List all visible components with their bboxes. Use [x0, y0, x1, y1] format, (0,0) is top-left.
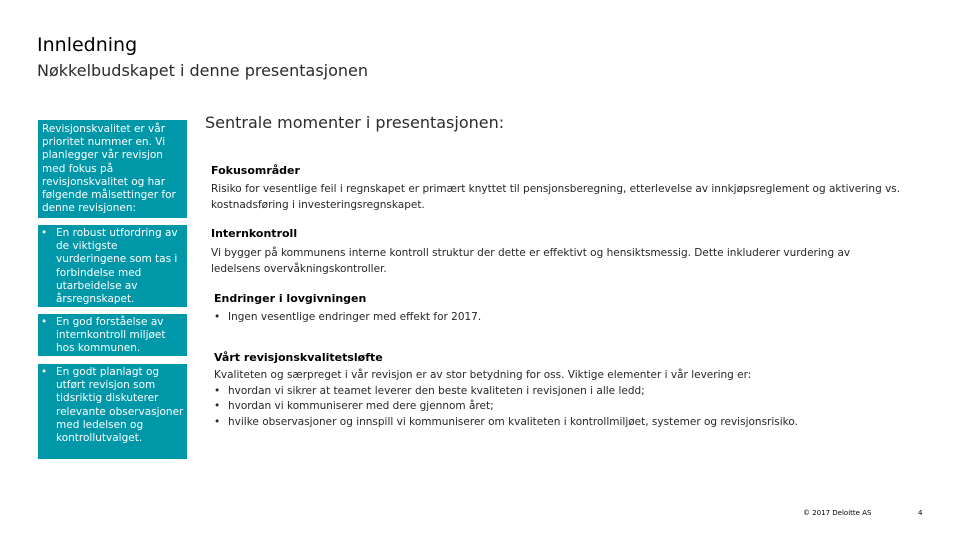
sidebar-goal-text: En robust utfordring av de viktigste vurderingene som tas i forbindelse med utarbeidelse av årsregnskapet. — [56, 227, 178, 306]
section-title-internal-control: Internkontroll — [211, 227, 298, 240]
section-text-focus: Risiko for vesentlige feil i regnskapet er primært knyttet til pensjonsberegning, etterlevelse av innkjøpsreglement og aktivering vs. kostnadsføring i investeringsregnskapet. — [211, 183, 901, 211]
sidebar-goal-box — [38, 314, 187, 356]
sidebar-goal-box — [38, 364, 187, 459]
bullet-icon: • — [214, 384, 221, 397]
footer-copyright: © 2017 Deloitte AS — [803, 509, 872, 517]
bullet-icon: • — [41, 227, 48, 239]
page-number: 4 — [918, 509, 923, 517]
section-list-legislation — [214, 310, 904, 326]
sidebar-intro-text: Revisjonskvalitet er vår prioritet nummer en. Vi planlegger vår revisjon med fokus på revisjonskvalitet og har følgende målsettinger for denne revisjonen: — [42, 123, 176, 215]
section-title-focus: Fokusområder — [211, 164, 300, 177]
main-heading: Sentrale momenter i presentasjonen: — [205, 113, 505, 132]
bullet-icon: • — [41, 366, 48, 378]
sidebar-goal-text: En god forståelse av internkontroll miljøet hos kommunen. — [56, 316, 166, 355]
section-title-legislation: Endringer i lovgivningen — [214, 292, 367, 305]
page-subtitle: Nøkkelbudskapet i denne presentasjonen — [37, 61, 369, 80]
section-title-quality-promise: Vårt revisjonskvalitetsløfte — [214, 351, 383, 364]
page-title: Innledning — [37, 34, 138, 56]
bullet-icon: • — [41, 316, 48, 328]
bullet-icon: • — [214, 311, 221, 323]
list-item: • hvilke observasjoner og innspill vi kommuniserer om kvaliteten i kontrollmiljøet, systemer og revisjonsrisiko. — [214, 415, 904, 431]
sidebar-goal-text: En godt planlagt og utført revisjon som tidsriktig diskuterer relevante observasjoner med ledelsen og kontrollutvalget. — [56, 366, 184, 445]
section-text-internal-control: Vi bygger på kommunens interne kontroll struktur der dette er effektivt og hensiktsmessig. Dette inkluderer vurdering av ledelsens overvåkningskontroller. — [211, 247, 851, 275]
sidebar-intro-box — [38, 120, 187, 218]
list-item: • hvordan vi kommuniserer med dere gjennom året; — [214, 399, 904, 415]
list-item: • hvordan vi sikrer at teamet leverer den beste kvaliteten i revisjonen i alle ledd; — [214, 384, 904, 400]
section-text-quality-promise: Kvaliteten og særpreget i vår revisjon er av stor betydning for oss. Viktige elementer i vår levering er: • hvordan vi sikrer at teamet leverer den beste kvaliteten i revisjonen i alle ledd; • hvordan vi kommuniserer med dere gjennom året; • hvilke observasjoner og innspill vi kommuniserer om kvaliteten i kontrollmiljøet, systemer og revisjonsrisiko. — [214, 368, 904, 430]
sidebar-goal-box — [38, 225, 187, 307]
list-item: • Ingen vesentlige endringer med effekt for 2017. — [214, 310, 904, 326]
bullet-icon: • — [214, 415, 221, 428]
bullet-icon: • — [214, 400, 221, 412]
